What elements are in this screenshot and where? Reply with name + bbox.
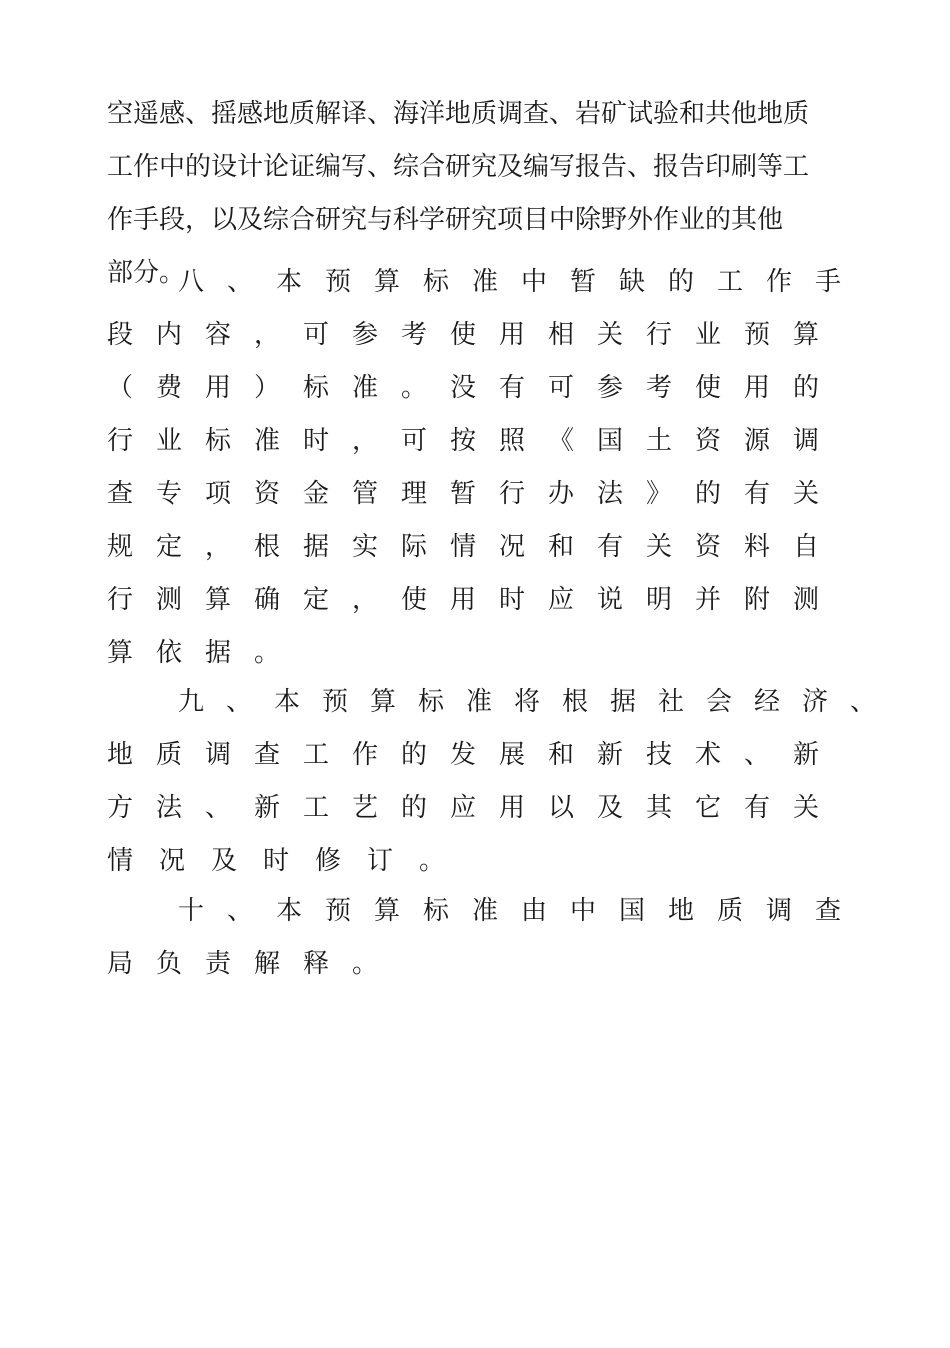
paragraph-line: 部分。 <box>107 258 186 288</box>
paragraph-line: 行测算确定，使用时应说明并附测 <box>107 585 843 615</box>
paragraph-line: 九、本预算标准将根据社会经济、 <box>178 687 899 717</box>
paragraph-line: 规定，根据实际情况和有关资料自 <box>107 532 843 562</box>
paragraph-line: 十、本预算标准由中国地质调查 <box>178 896 865 926</box>
paragraph-line: 作手段，以及综合研究与科学研究项目中除野外作业的其他 <box>107 205 784 235</box>
paragraph-line: 行业标准时，可按照《国土资源调 <box>107 426 843 456</box>
paragraph-line: 算依据。 <box>107 638 304 668</box>
paragraph-line: 八、本预算标准中暂缺的工作手 <box>178 267 865 297</box>
paragraph-line: 局负责解释。 <box>107 949 402 979</box>
paragraph-line: （费用）标准。没有可参考使用的 <box>107 373 843 403</box>
paragraph-line: 段内容，可参考使用相关行业预算 <box>107 320 843 350</box>
paragraph-line: 情况及时修订。 <box>107 846 472 876</box>
paragraph-line: 方法、新工艺的应用以及其它有关 <box>107 793 843 823</box>
paragraph-line: 查专项资金管理暂行办法》的有关 <box>107 479 843 509</box>
paragraph-line: 空遥感、摇感地质解译、海洋地质调查、岩矿试验和共他地质 <box>107 99 810 129</box>
paragraph-line: 工作中的设计论证编写、综合研究及编写报告、报告印刷等工 <box>107 152 810 182</box>
paragraph-line: 地质调查工作的发展和新技术、新 <box>107 740 843 770</box>
